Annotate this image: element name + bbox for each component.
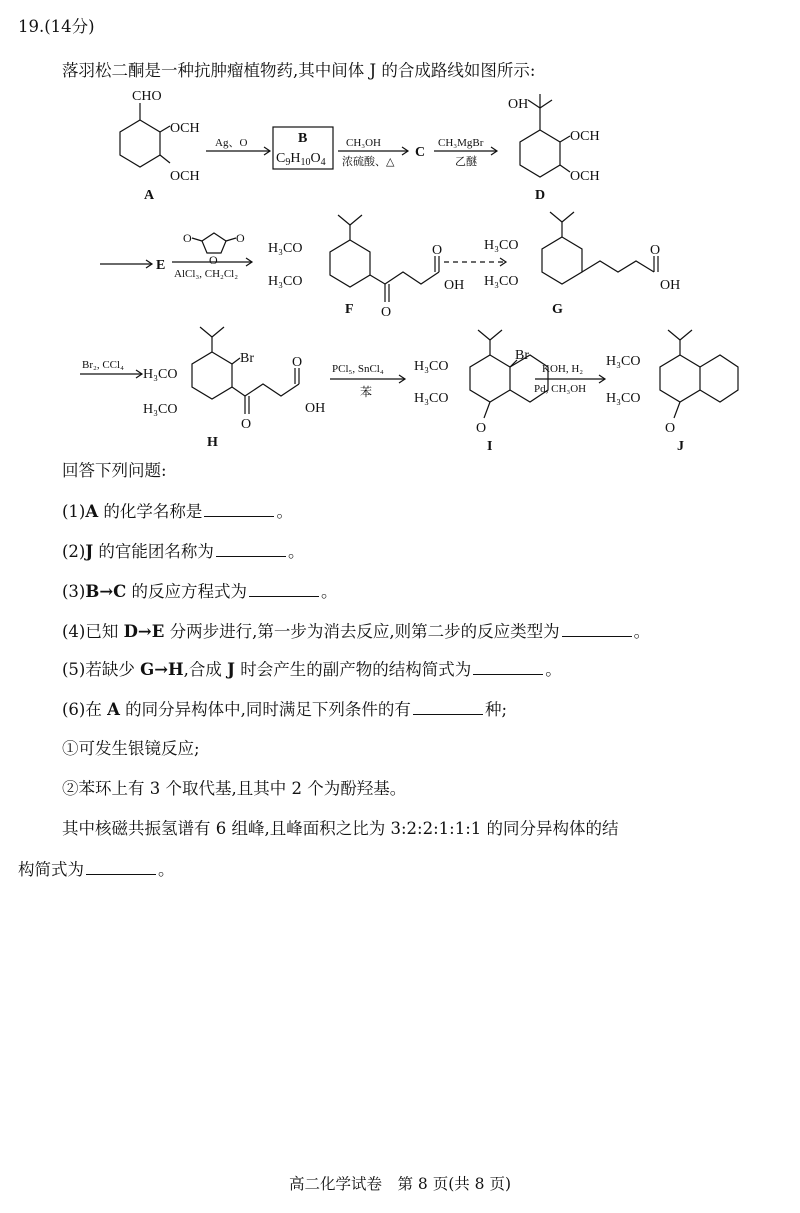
question-6: (6)在 A 的同分异构体中,同时满足下列条件的有 种;: [62, 700, 507, 719]
label-cho: CHO: [132, 89, 162, 104]
I-h3co-1: H₃CO: [414, 359, 449, 374]
lead: 回答下列问题:: [62, 461, 167, 480]
anhydride-o3: O: [209, 253, 218, 267]
answer-blank-7[interactable]: [86, 858, 156, 875]
final-line-1: 其中核磁共振氢谱有 6 组峰,且峰面积之比为 3:2:2:1:1:1 的同分异构体的结: [62, 819, 619, 838]
label-B: B: [298, 131, 308, 146]
ring-H: [192, 352, 232, 399]
ring-G: [542, 237, 582, 284]
label-H: H: [207, 435, 218, 450]
answer-blank-3[interactable]: [249, 580, 319, 597]
question-1: (1)A 的化学名称是 。: [62, 502, 293, 521]
question-3: (3)B→C 的反应方程式为 。: [62, 582, 338, 601]
condition-1: ①可发生银镜反应;: [62, 739, 200, 758]
answer-blank-1[interactable]: [204, 500, 274, 517]
F-o: O: [381, 305, 392, 320]
ring-J: [660, 355, 700, 402]
question-2: (2)J 的官能团名称为 。: [62, 542, 305, 561]
question-5: (5)若缺少 G→H,合成 J 时会产生的副产物的结构简式为 。: [62, 660, 562, 679]
reagent-5: Br₂, CCl₄: [82, 359, 124, 371]
label-E: E: [156, 258, 166, 273]
label-J: J: [677, 439, 684, 454]
reagent-7-top: KOH, H₂: [542, 363, 584, 375]
answer-blank-5[interactable]: [473, 658, 543, 675]
J-h3co-1: H₃CO: [606, 354, 641, 369]
F-o2: O: [432, 243, 443, 258]
intro-text: 落羽松二酮是一种抗肿瘤植物药,其中间体 J 的合成路线如图所示:: [62, 61, 536, 80]
condition-2: ②苯环上有 3 个取代基,且其中 2 个为酚羟基。: [62, 779, 407, 798]
label-och3-D1: OCH: [570, 129, 600, 144]
page-footer: 高二化学试卷 第 8 页(共 8 页): [288, 1175, 512, 1193]
reagent-3-top: CH₃MgBr: [438, 137, 484, 149]
ring-A: [120, 120, 160, 167]
reagent-4: AlCl₃, CH₂Cl₂: [174, 268, 239, 280]
G-o: O: [650, 243, 661, 258]
H-o2: O: [292, 355, 303, 370]
H-o: O: [241, 417, 252, 432]
G-oh: OH: [660, 278, 681, 293]
I-h3co-2: H₃CO: [414, 391, 449, 406]
reagent-6-top: PCl₅, SnCl₄: [332, 363, 384, 375]
I-br: Br: [515, 348, 529, 363]
F-h3co-2: H₃CO: [268, 274, 303, 289]
label-F: F: [345, 302, 354, 317]
I-o: O: [476, 421, 487, 436]
ring-F: [330, 240, 370, 287]
label-I: I: [487, 439, 493, 454]
reagent-2-bottom: 浓硫酸、△: [342, 156, 395, 168]
qnum: 19.: [18, 17, 45, 36]
label-och3-2: OCH: [170, 169, 200, 184]
reagent-7-bottom: Pd, CH₃OH: [534, 383, 587, 395]
answer-blank-4[interactable]: [562, 620, 632, 637]
anhydride-o2: O: [236, 231, 245, 245]
H-br: Br: [240, 351, 254, 366]
reagent-1: Ag、O: [215, 137, 248, 149]
ring-I: [470, 355, 510, 402]
J-o: O: [665, 421, 676, 436]
synthesis-scheme: [0, 0, 800, 470]
formula-B: $C_9H_{10}O_4$: [276, 151, 326, 168]
label-oh-D: OH: [508, 97, 529, 112]
label-C: C: [415, 145, 426, 160]
G-h3co-2: H₃CO: [484, 274, 519, 289]
H-oh: OH: [305, 401, 326, 416]
label-D: D: [535, 188, 546, 203]
ring-D: [520, 130, 560, 177]
final-line-2: 构简式为 。: [18, 860, 175, 879]
answer-blank-2[interactable]: [216, 540, 286, 557]
anhydride-o1: O: [183, 231, 192, 245]
label-A: A: [144, 188, 155, 203]
answer-blank-6[interactable]: [413, 698, 483, 715]
H-h3co-1: H₃CO: [143, 367, 178, 382]
reagent-2-top: CH₃OH: [346, 137, 382, 149]
H-h3co-2: H₃CO: [143, 402, 178, 417]
G-h3co-1: H₃CO: [484, 238, 519, 253]
label-och3-D2: OCH: [570, 169, 600, 184]
F-oh: OH: [444, 278, 465, 293]
anhydride-ring: [202, 233, 226, 253]
F-h3co-1: H₃CO: [268, 241, 303, 256]
reagent-3-bottom: 乙醚: [455, 156, 477, 168]
label-och3-1: OCH: [170, 121, 200, 136]
reagent-6-bottom: 苯: [360, 385, 373, 399]
J-h3co-2: H₃CO: [606, 391, 641, 406]
question-4: (4)已知 D→E 分两步进行,第一步为消去反应,则第二步的反应类型为 。: [62, 622, 651, 641]
label-G: G: [552, 302, 563, 317]
points: (14分): [44, 17, 95, 36]
